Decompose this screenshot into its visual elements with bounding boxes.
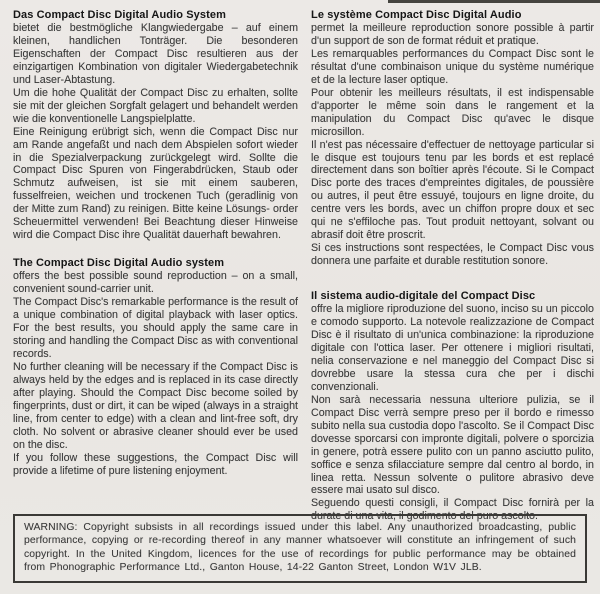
paragraph: offers the best possible sound reproduction – on a small, convenient sound-carrier unit. (13, 270, 298, 296)
paragraph: If you follow these suggestions, the Compact Disc will provide a lifetime of pure listening enjoyment. (13, 451, 298, 477)
right-column (311, 9, 594, 523)
section-french (311, 9, 594, 268)
paragraph: Non sarà necessaria nessuna ulteriore pulizia, se il Compact Disc verrà sempre preso per il bordo e rimesso subito nella sua custodia dopo l'ascolto. Se il Compact Disc dovesse sporcarsi con impronte digitali, polvere o sporcizia in genere, potrà essere pulito con un panno asciutto pulito, soffice e senza sfilacciature sempre dal centro al bordo, in linea retta. Nessun solvente o pulitore abrasivo deve essere mai usato sul disco. (311, 393, 594, 497)
paragraph: Pour obtenir les meilleurs résultats, il est indispensable d'apporter le même soin dans le rangement et la manipulation du Compact Disc qu'avec le disque microsillon. (311, 86, 594, 138)
copyright-warning-text: WARNING: Copyright subsists in all recordings issued under this label. Any unauthorized broadcasting, public performance, copying or re-recording thereof in any manner whatsoever will constitute an infringement of such copyright. In the United Kingdom, licences for the use of recordings for public performance may be obtained from Phonographic Performance Ltd., Ganton House, 14-22 Ganton Street, London W1V JLB. (24, 522, 576, 574)
body-english (13, 270, 298, 477)
left-column (13, 9, 298, 477)
heading-english: The Compact Disc Digital Audio system (13, 257, 225, 270)
copyright-warning-box (13, 514, 587, 583)
section-italian (311, 290, 594, 523)
paragraph: Les remarquables performances du Compact Disc sont le résultat d'une combinaison unique du système numérique et de la lecture laser optique. (311, 47, 594, 86)
paragraph: Il n'est pas nécessaire d'effectuer de nettoyage particular si le disque est toujours tenu par les bords et est replacé directement dans son boîtier après l'écoute. Si le Compact Disc porte des traces d'empreintes digitales, de poussière ou autres, il peut être essuyé, toujours en ligne droite, du centre vers les bords, avec un chiffon propre doux et sec qui ne s'effiloche pas. Tout produit nettoyant, solvant ou abrasif doit être proscrit. (311, 138, 594, 242)
paragraph: No further cleaning will be necessary if the Compact Disc is always held by the edges and is replaced in its case directly after playing. Should the Compact Disc become soiled by fingerprints, dust or dirt, it can be wiped (always in a straight line, from center to edge) with a clean and lint-free soft, dry cloth. No solvent or abrasive cleaner should ever be used on the disc. (13, 360, 298, 451)
section-english (13, 257, 298, 477)
paragraph: Seguendo questi consigli, il Compact Disc fornirà per la durate di una vita, il godimento del puro ascolto. (311, 497, 594, 523)
paragraph: permet la meilleure reproduction sonore possible à partir d'un support de son de format réduit et pratique. (311, 22, 594, 47)
heading-german: Das Compact Disc Digital Audio System (13, 9, 226, 21)
scan-edge-artifact (388, 0, 600, 3)
paragraph: bietet die bestmögliche Klangwiedergabe – auf einem kleinen, handlichen Tonträger. Die besonderen Eigenschaften der Compact Disc resultieren aus der einzigartigen Kombination von digitaler Wiedergabetechnik und Laser-Abtastung. (13, 22, 298, 86)
body-italian (311, 303, 594, 523)
paragraph: Si ces instructions sont respectées, le Compact Disc vous donnera une parfaite et durable restitution sonore. (311, 242, 594, 268)
paragraph: offre la migliore riproduzione del suono, inciso su un piccolo e comodo supporto. La notevole realizzazione de Compact Disc è il risultato di un'unica combinazione: la riproduzione digitale con l'ottica laser. Per ottenere i migliori risultati, nelia conservazione e nel maneggio del Compact Disc si dovrebbe usare la stessa cura che per i dischi convenzionali. (311, 303, 594, 393)
paragraph: Eine Reinigung erübrigt sich, wenn die Compact Disc nur am Rande angefaßt und nach dem Abspielen sofort wieder in die Spezialverpackung zurückgelegt wird. Sollte die Compact Disc Spuren von Fingerabdrücken, Staub oder Schmutz aufweisen, ist sie mit einem sauberen, fusselfreien, weichen und trockenen Tuch (geradlinig von der Mitte zum Rand) zu reinigen. Bitte keine Lösungs- order Scheuermittel verwenden! Bei Beachtung dieser Hinweise wird die Compact Disc ihre Qualität dauerhaft bewahren. (13, 125, 298, 242)
body-german (13, 22, 298, 242)
heading-french: Le système Compact Disc Digital Audio (311, 9, 522, 21)
body-french (311, 22, 594, 268)
paragraph: The Compact Disc's remarkable performance is the result of a unique combination of digital playback with laser optics. For the best results, you should apply the same care in storing and handling the Compact Disc as with conventional records. (13, 296, 298, 360)
paragraph: Um die hohe Qualität der Compact Disc zu erhalten, sollte sie mit der gleichen Sorgfalt gelagert und behandelt werden wie die konventionelle Langspielplatte. (13, 86, 298, 125)
section-german (13, 9, 298, 242)
heading-italian: Il sistema audio-digitale del Compact Disc (311, 290, 536, 303)
